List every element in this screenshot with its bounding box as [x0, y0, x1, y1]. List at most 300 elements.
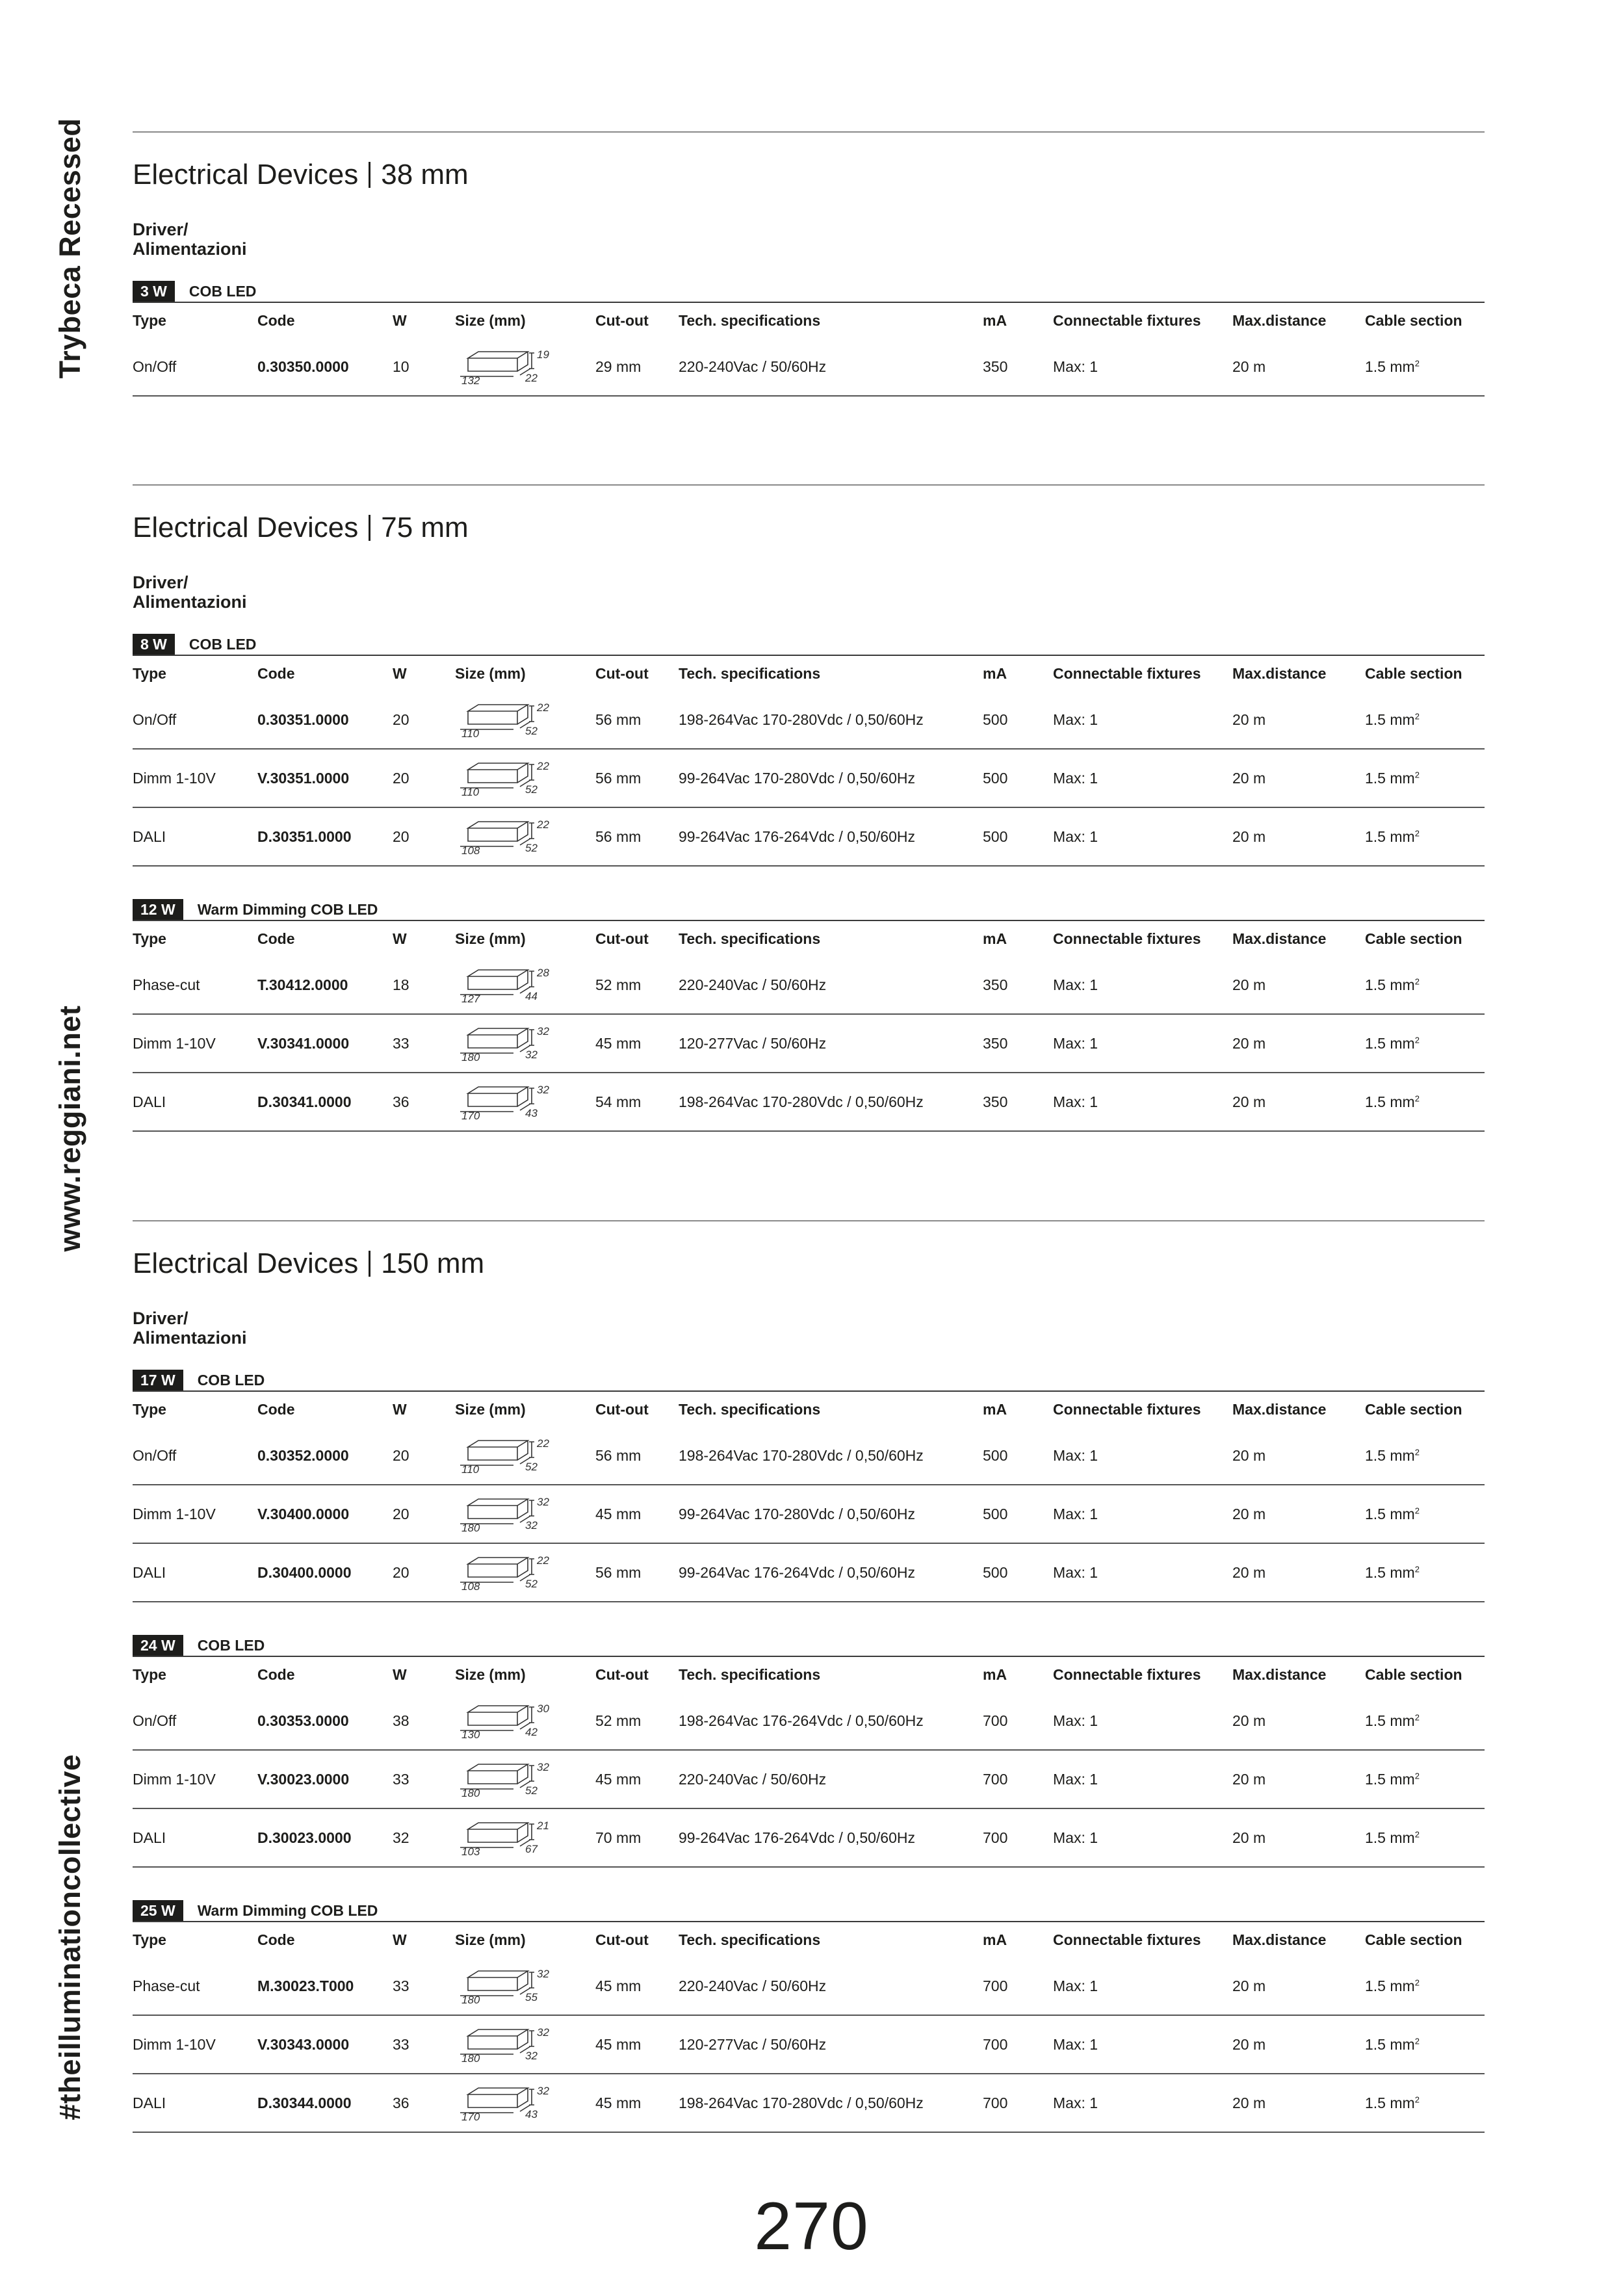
cable-exponent: 2	[1414, 1829, 1420, 1839]
header-fixtures: Connectable fixtures	[1053, 1665, 1201, 1683]
cell-cable	[1365, 1035, 1485, 1052]
cell-w: 36	[393, 1093, 409, 1110]
cell-fixtures: Max: 1	[1053, 1977, 1098, 1994]
cell-w: 32	[393, 1829, 409, 1846]
cell-fixtures: Max: 1	[1053, 1093, 1098, 1110]
section-divider	[133, 484, 1485, 486]
cell-fixtures: Max: 1	[1053, 976, 1098, 993]
dim-length: 110	[461, 727, 480, 740]
cell-distance: 20 m	[1232, 1563, 1266, 1581]
dim-width: 43	[525, 1107, 538, 1119]
cell-w: 18	[393, 976, 409, 993]
dim-width: 52	[525, 1578, 538, 1590]
cell-cutout: 56 mm	[595, 711, 642, 728]
title-separator	[369, 515, 370, 541]
cell-distance: 20 m	[1232, 711, 1266, 728]
dim-length: 127	[461, 993, 480, 1005]
table-row	[133, 1957, 1485, 2016]
dim-length: 110	[461, 786, 480, 798]
cable-value: 1.5 mm	[1365, 1505, 1415, 1522]
size-diagram	[455, 1433, 595, 1478]
section-title	[133, 155, 1485, 195]
dim-width: 42	[525, 1726, 538, 1738]
cable-exponent: 2	[1414, 2035, 1420, 2046]
cell-ma: 700	[983, 1770, 1008, 1788]
header-cable: Cable section	[1365, 664, 1462, 682]
table-row	[133, 691, 1485, 750]
cell-ma: 350	[983, 976, 1008, 993]
cell-cable	[1365, 358, 1485, 376]
section-title-text: Electrical Devices	[133, 512, 359, 543]
dim-width: 52	[525, 725, 538, 737]
cell-fixtures: Max: 1	[1053, 2094, 1098, 2111]
dim-length: 180	[461, 1787, 480, 1799]
dim-height: 32	[537, 1025, 549, 1037]
cell-cable	[1365, 1564, 1485, 1582]
cell-code: V.30351.0000	[257, 769, 350, 787]
header-code: Code	[257, 1931, 295, 1948]
size-diagram	[455, 1756, 595, 1802]
cell-distance: 20 m	[1232, 358, 1266, 375]
table-header	[133, 920, 1485, 956]
cell-code: T.30412.0000	[257, 976, 348, 993]
cell-tech: 99-264Vac 176-264Vdc / 0,50/60Hz	[679, 1563, 915, 1581]
cell-ma: 350	[983, 1034, 1008, 1052]
dim-height: 21	[537, 1820, 549, 1832]
product-group	[133, 281, 1485, 397]
box-dimension-icon	[455, 344, 559, 389]
header-ma: mA	[983, 1665, 1007, 1683]
dim-width: 32	[525, 1519, 538, 1532]
cell-tech: 220-240Vac / 50/60Hz	[679, 1977, 827, 1994]
cell-code: D.30400.0000	[257, 1563, 352, 1581]
cell-cable	[1365, 1829, 1485, 1847]
cell-cutout: 56 mm	[595, 828, 642, 845]
header-type: Type	[133, 930, 166, 947]
cell-w: 36	[393, 2094, 409, 2111]
dim-length: 180	[461, 1522, 480, 1534]
cell-w: 33	[393, 1770, 409, 1788]
cell-tech: 198-264Vac 170-280Vdc / 0,50/60Hz	[679, 1446, 924, 1464]
cable-value: 1.5 mm	[1365, 769, 1415, 787]
cell-tech: 120-277Vac / 50/60Hz	[679, 1034, 827, 1052]
section-75mm	[133, 484, 1485, 1132]
header-code: Code	[257, 664, 295, 682]
dim-width: 32	[525, 1049, 538, 1061]
header-fixtures: Connectable fixtures	[1053, 1931, 1201, 1948]
table-header	[133, 1656, 1485, 1692]
table-row	[133, 1809, 1485, 1868]
size-diagram	[455, 2080, 595, 2126]
dim-height: 19	[537, 348, 549, 361]
cell-ma: 500	[983, 711, 1008, 728]
table-header	[133, 655, 1485, 691]
table-header	[133, 302, 1485, 338]
dim-width: 32	[525, 2050, 538, 2062]
dim-height: 32	[537, 1496, 549, 1508]
dim-length: 132	[461, 374, 480, 387]
dim-width: 22	[525, 372, 538, 384]
group-heading	[133, 899, 1485, 920]
cell-cutout: 56 mm	[595, 769, 642, 787]
cable-exponent: 2	[1414, 1505, 1420, 1515]
cell-tech: 198-264Vac 170-280Vdc / 0,50/60Hz	[679, 1093, 924, 1110]
cell-distance: 20 m	[1232, 2094, 1266, 2111]
wattage-badge: 8 W	[133, 634, 175, 655]
wattage-badge: 17 W	[133, 1370, 183, 1390]
product-group	[133, 899, 1485, 1132]
cell-cutout: 45 mm	[595, 2094, 642, 2111]
cell-tech: 99-264Vac 176-264Vdc / 0,50/60Hz	[679, 828, 915, 845]
size-diagram	[455, 1963, 595, 2009]
header-ma: mA	[983, 664, 1007, 682]
cell-type: DALI	[133, 1093, 166, 1110]
section-size: 75 mm	[381, 512, 469, 543]
cable-exponent: 2	[1414, 1034, 1420, 1045]
cell-w: 20	[393, 828, 409, 845]
header-tech: Tech. specifications	[679, 1931, 821, 1948]
cell-code: M.30023.T000	[257, 1977, 354, 1994]
led-type-label: COB LED	[197, 1636, 265, 1654]
cell-type: On/Off	[133, 1446, 177, 1464]
group-heading	[133, 1900, 1485, 1921]
cable-value: 1.5 mm	[1365, 976, 1415, 993]
table-row	[133, 338, 1485, 397]
cell-w: 10	[393, 358, 409, 375]
cell-cutout: 56 mm	[595, 1563, 642, 1581]
cell-ma: 350	[983, 1093, 1008, 1110]
table-row	[133, 808, 1485, 867]
box-dimension-icon	[455, 1433, 559, 1478]
group-heading	[133, 1370, 1485, 1390]
header-w: W	[393, 664, 407, 682]
header-size: Size (mm)	[455, 930, 526, 947]
header-distance: Max.distance	[1232, 1931, 1327, 1948]
cell-code: D.30023.0000	[257, 1829, 352, 1846]
cell-fixtures: Max: 1	[1053, 358, 1098, 375]
header-cutout: Cut-out	[595, 1931, 649, 1948]
header-tech: Tech. specifications	[679, 1400, 821, 1418]
cell-fixtures: Max: 1	[1053, 828, 1098, 845]
box-dimension-icon	[455, 1550, 559, 1595]
cell-cutout: 54 mm	[595, 1093, 642, 1110]
header-code: Code	[257, 311, 295, 329]
header-code: Code	[257, 1665, 295, 1683]
cell-distance: 20 m	[1232, 828, 1266, 845]
cell-tech: 220-240Vac / 50/60Hz	[679, 1770, 827, 1788]
cable-exponent: 2	[1414, 1977, 1420, 1987]
table-header	[133, 1921, 1485, 1957]
header-w: W	[393, 930, 407, 947]
cell-cable	[1365, 1771, 1485, 1788]
cell-ma: 500	[983, 1505, 1008, 1522]
cell-fixtures: Max: 1	[1053, 1505, 1098, 1522]
size-diagram	[455, 814, 595, 859]
header-cable: Cable section	[1365, 1931, 1462, 1948]
wattage-badge: 25 W	[133, 1900, 183, 1921]
cable-value: 1.5 mm	[1365, 2035, 1415, 2053]
cell-code: V.30400.0000	[257, 1505, 350, 1522]
cable-exponent: 2	[1414, 1093, 1420, 1103]
header-type: Type	[133, 664, 166, 682]
box-dimension-icon	[455, 2080, 559, 2126]
header-cutout: Cut-out	[595, 1400, 649, 1418]
wattage-badge: 12 W	[133, 899, 183, 920]
cell-type: Dimm 1-10V	[133, 2035, 216, 2053]
cell-distance: 20 m	[1232, 1829, 1266, 1846]
section-title	[133, 1244, 1485, 1284]
dim-height: 28	[537, 967, 549, 979]
cell-fixtures: Max: 1	[1053, 1770, 1098, 1788]
box-dimension-icon	[455, 2022, 559, 2067]
product-group	[133, 1635, 1485, 1868]
cable-exponent: 2	[1414, 828, 1420, 838]
cable-value: 1.5 mm	[1365, 358, 1415, 375]
header-w: W	[393, 311, 407, 329]
section-title-text: Electrical Devices	[133, 159, 359, 190]
product-group	[133, 1370, 1485, 1602]
header-type: Type	[133, 1665, 166, 1683]
cell-fixtures: Max: 1	[1053, 1712, 1098, 1729]
cable-exponent: 2	[1414, 769, 1420, 779]
box-dimension-icon	[455, 1079, 559, 1125]
cell-cable	[1365, 1447, 1485, 1465]
cell-type: Dimm 1-10V	[133, 1034, 216, 1052]
cable-value: 1.5 mm	[1365, 1034, 1415, 1052]
header-distance: Max.distance	[1232, 664, 1327, 682]
cell-tech: 99-264Vac 176-264Vdc / 0,50/60Hz	[679, 1829, 915, 1846]
cell-ma: 500	[983, 1563, 1008, 1581]
section-size: 150 mm	[381, 1247, 485, 1279]
cell-distance: 20 m	[1232, 1093, 1266, 1110]
wattage-badge: 3 W	[133, 281, 175, 302]
cable-exponent: 2	[1414, 1563, 1420, 1574]
section-38mm	[133, 131, 1485, 397]
cell-tech: 99-264Vac 170-280Vdc / 0,50/60Hz	[679, 769, 915, 787]
cell-cutout: 45 mm	[595, 1505, 642, 1522]
cell-ma: 700	[983, 2094, 1008, 2111]
header-tech: Tech. specifications	[679, 930, 821, 947]
table-header	[133, 1390, 1485, 1427]
header-tech: Tech. specifications	[679, 1665, 821, 1683]
cell-type: Phase-cut	[133, 976, 200, 993]
cell-cable	[1365, 976, 1485, 994]
cell-tech: 220-240Vac / 50/60Hz	[679, 358, 827, 375]
cell-cutout: 45 mm	[595, 1770, 642, 1788]
header-type: Type	[133, 1400, 166, 1418]
cell-distance: 20 m	[1232, 976, 1266, 993]
cell-cable	[1365, 1712, 1485, 1730]
header-size: Size (mm)	[455, 1665, 526, 1683]
table-row	[133, 1427, 1485, 1485]
dim-width: 55	[525, 1991, 538, 2003]
table-row	[133, 2074, 1485, 2133]
box-dimension-icon	[455, 1963, 559, 2009]
dim-width: 43	[525, 2108, 538, 2120]
section-subtitle: Driver/ Alimentazioni	[133, 573, 247, 612]
dim-length: 103	[461, 1846, 480, 1858]
cell-w: 20	[393, 711, 409, 728]
header-cable: Cable section	[1365, 930, 1462, 947]
dim-width: 52	[525, 783, 538, 796]
cable-exponent: 2	[1414, 1446, 1420, 1457]
section-subtitle: Driver/ Alimentazioni	[133, 1309, 247, 1348]
header-fixtures: Connectable fixtures	[1053, 1400, 1201, 1418]
dim-height: 32	[537, 2026, 549, 2039]
cell-cutout: 56 mm	[595, 1446, 642, 1464]
cable-value: 1.5 mm	[1365, 1446, 1415, 1464]
cell-ma: 700	[983, 2035, 1008, 2053]
cell-w: 38	[393, 1712, 409, 1729]
dim-height: 32	[537, 1084, 549, 1096]
cell-type: On/Off	[133, 358, 177, 375]
section-divider	[133, 131, 1485, 133]
cell-distance: 20 m	[1232, 769, 1266, 787]
cell-ma: 350	[983, 358, 1008, 375]
cable-value: 1.5 mm	[1365, 1977, 1415, 1994]
cell-type: Dimm 1-10V	[133, 1770, 216, 1788]
group-heading	[133, 634, 1485, 655]
section-subtitle: Driver/ Alimentazioni	[133, 220, 247, 259]
led-type-label: Warm Dimming COB LED	[197, 1901, 378, 1919]
size-diagram	[455, 697, 595, 742]
led-type-label: COB LED	[197, 1371, 265, 1389]
cell-tech: 198-264Vac 170-280Vdc / 0,50/60Hz	[679, 2094, 924, 2111]
header-size: Size (mm)	[455, 1931, 526, 1948]
cell-fixtures: Max: 1	[1053, 769, 1098, 787]
size-diagram	[455, 962, 595, 1008]
cell-tech: 120-277Vac / 50/60Hz	[679, 2035, 827, 2053]
dim-height: 22	[537, 1554, 549, 1567]
section-divider	[133, 1220, 1485, 1221]
header-w: W	[393, 1931, 407, 1948]
cell-type: On/Off	[133, 711, 177, 728]
cell-ma: 500	[983, 828, 1008, 845]
size-diagram	[455, 1550, 595, 1595]
box-dimension-icon	[455, 755, 559, 801]
header-tech: Tech. specifications	[679, 311, 821, 329]
cable-exponent: 2	[1414, 358, 1420, 368]
header-distance: Max.distance	[1232, 1665, 1327, 1683]
cell-cutout: 52 mm	[595, 1712, 642, 1729]
cell-fixtures: Max: 1	[1053, 1034, 1098, 1052]
dim-height: 22	[537, 701, 549, 714]
cell-code: V.30341.0000	[257, 1034, 350, 1052]
cell-fixtures: Max: 1	[1053, 1829, 1098, 1846]
led-type-label: Warm Dimming COB LED	[197, 900, 378, 918]
cell-distance: 20 m	[1232, 1712, 1266, 1729]
table-row	[133, 1751, 1485, 1809]
header-distance: Max.distance	[1232, 311, 1327, 329]
cell-code: V.30023.0000	[257, 1770, 350, 1788]
cell-type: DALI	[133, 1829, 166, 1846]
section-title-text: Electrical Devices	[133, 1247, 359, 1279]
header-distance: Max.distance	[1232, 930, 1327, 947]
dim-length: 110	[461, 1463, 480, 1476]
dim-length: 180	[461, 1994, 480, 2006]
section-title	[133, 508, 1485, 548]
cell-fixtures: Max: 1	[1053, 2035, 1098, 2053]
cell-w: 20	[393, 1446, 409, 1464]
cell-tech: 198-264Vac 170-280Vdc / 0,50/60Hz	[679, 711, 924, 728]
cell-type: Dimm 1-10V	[133, 769, 216, 787]
cable-exponent: 2	[1414, 2094, 1420, 2104]
cell-type: DALI	[133, 1563, 166, 1581]
size-diagram	[455, 1698, 595, 1743]
box-dimension-icon	[455, 814, 559, 859]
cell-ma: 700	[983, 1977, 1008, 1994]
header-type: Type	[133, 311, 166, 329]
size-diagram	[455, 1815, 595, 1860]
cell-code: V.30343.0000	[257, 2035, 350, 2053]
header-size: Size (mm)	[455, 664, 526, 682]
cell-cable	[1365, 2094, 1485, 2112]
dim-length: 130	[461, 1729, 480, 1741]
dim-length: 108	[461, 844, 480, 857]
dim-length: 170	[461, 1110, 480, 1122]
cable-value: 1.5 mm	[1365, 1829, 1415, 1846]
website-vertical: www.reggiani.net	[53, 1005, 86, 1252]
box-dimension-icon	[455, 1698, 559, 1743]
cell-w: 33	[393, 1977, 409, 1994]
header-size: Size (mm)	[455, 311, 526, 329]
dim-length: 170	[461, 2111, 480, 2123]
cell-distance: 20 m	[1232, 1977, 1266, 1994]
cable-exponent: 2	[1414, 1770, 1420, 1781]
header-code: Code	[257, 930, 295, 947]
dim-height: 32	[537, 1761, 549, 1773]
header-cable: Cable section	[1365, 1665, 1462, 1683]
table-row	[133, 1015, 1485, 1073]
cable-value: 1.5 mm	[1365, 828, 1415, 845]
cell-distance: 20 m	[1232, 1446, 1266, 1464]
dim-length: 108	[461, 1580, 480, 1593]
cell-code: D.30351.0000	[257, 828, 352, 845]
dim-width: 44	[525, 990, 538, 1002]
cell-code: 0.30350.0000	[257, 358, 349, 375]
box-dimension-icon	[455, 697, 559, 742]
cable-value: 1.5 mm	[1365, 1563, 1415, 1581]
cell-distance: 20 m	[1232, 1034, 1266, 1052]
box-dimension-icon	[455, 1491, 559, 1537]
cell-type: On/Off	[133, 1712, 177, 1729]
cell-tech: 99-264Vac 170-280Vdc / 0,50/60Hz	[679, 1505, 915, 1522]
cell-w: 20	[393, 1563, 409, 1581]
cell-cable	[1365, 711, 1485, 729]
header-cutout: Cut-out	[595, 664, 649, 682]
cell-cutout: 45 mm	[595, 2035, 642, 2053]
dim-length: 180	[461, 2052, 480, 2065]
cell-cable	[1365, 1977, 1485, 1995]
group-heading	[133, 1635, 1485, 1656]
cable-value: 1.5 mm	[1365, 1093, 1415, 1110]
size-diagram	[455, 344, 595, 389]
title-separator	[369, 162, 370, 188]
header-code: Code	[257, 1400, 295, 1418]
size-diagram	[455, 1491, 595, 1537]
size-diagram	[455, 2022, 595, 2067]
led-type-label: COB LED	[188, 635, 257, 653]
cell-cable	[1365, 2036, 1485, 2054]
dim-height: 32	[537, 2085, 549, 2097]
header-cutout: Cut-out	[595, 311, 649, 329]
header-ma: mA	[983, 1400, 1007, 1418]
header-tech: Tech. specifications	[679, 664, 821, 682]
cell-cutout: 45 mm	[595, 1034, 642, 1052]
dim-height: 22	[537, 818, 549, 831]
cell-distance: 20 m	[1232, 1505, 1266, 1522]
led-type-label: COB LED	[188, 282, 257, 300]
